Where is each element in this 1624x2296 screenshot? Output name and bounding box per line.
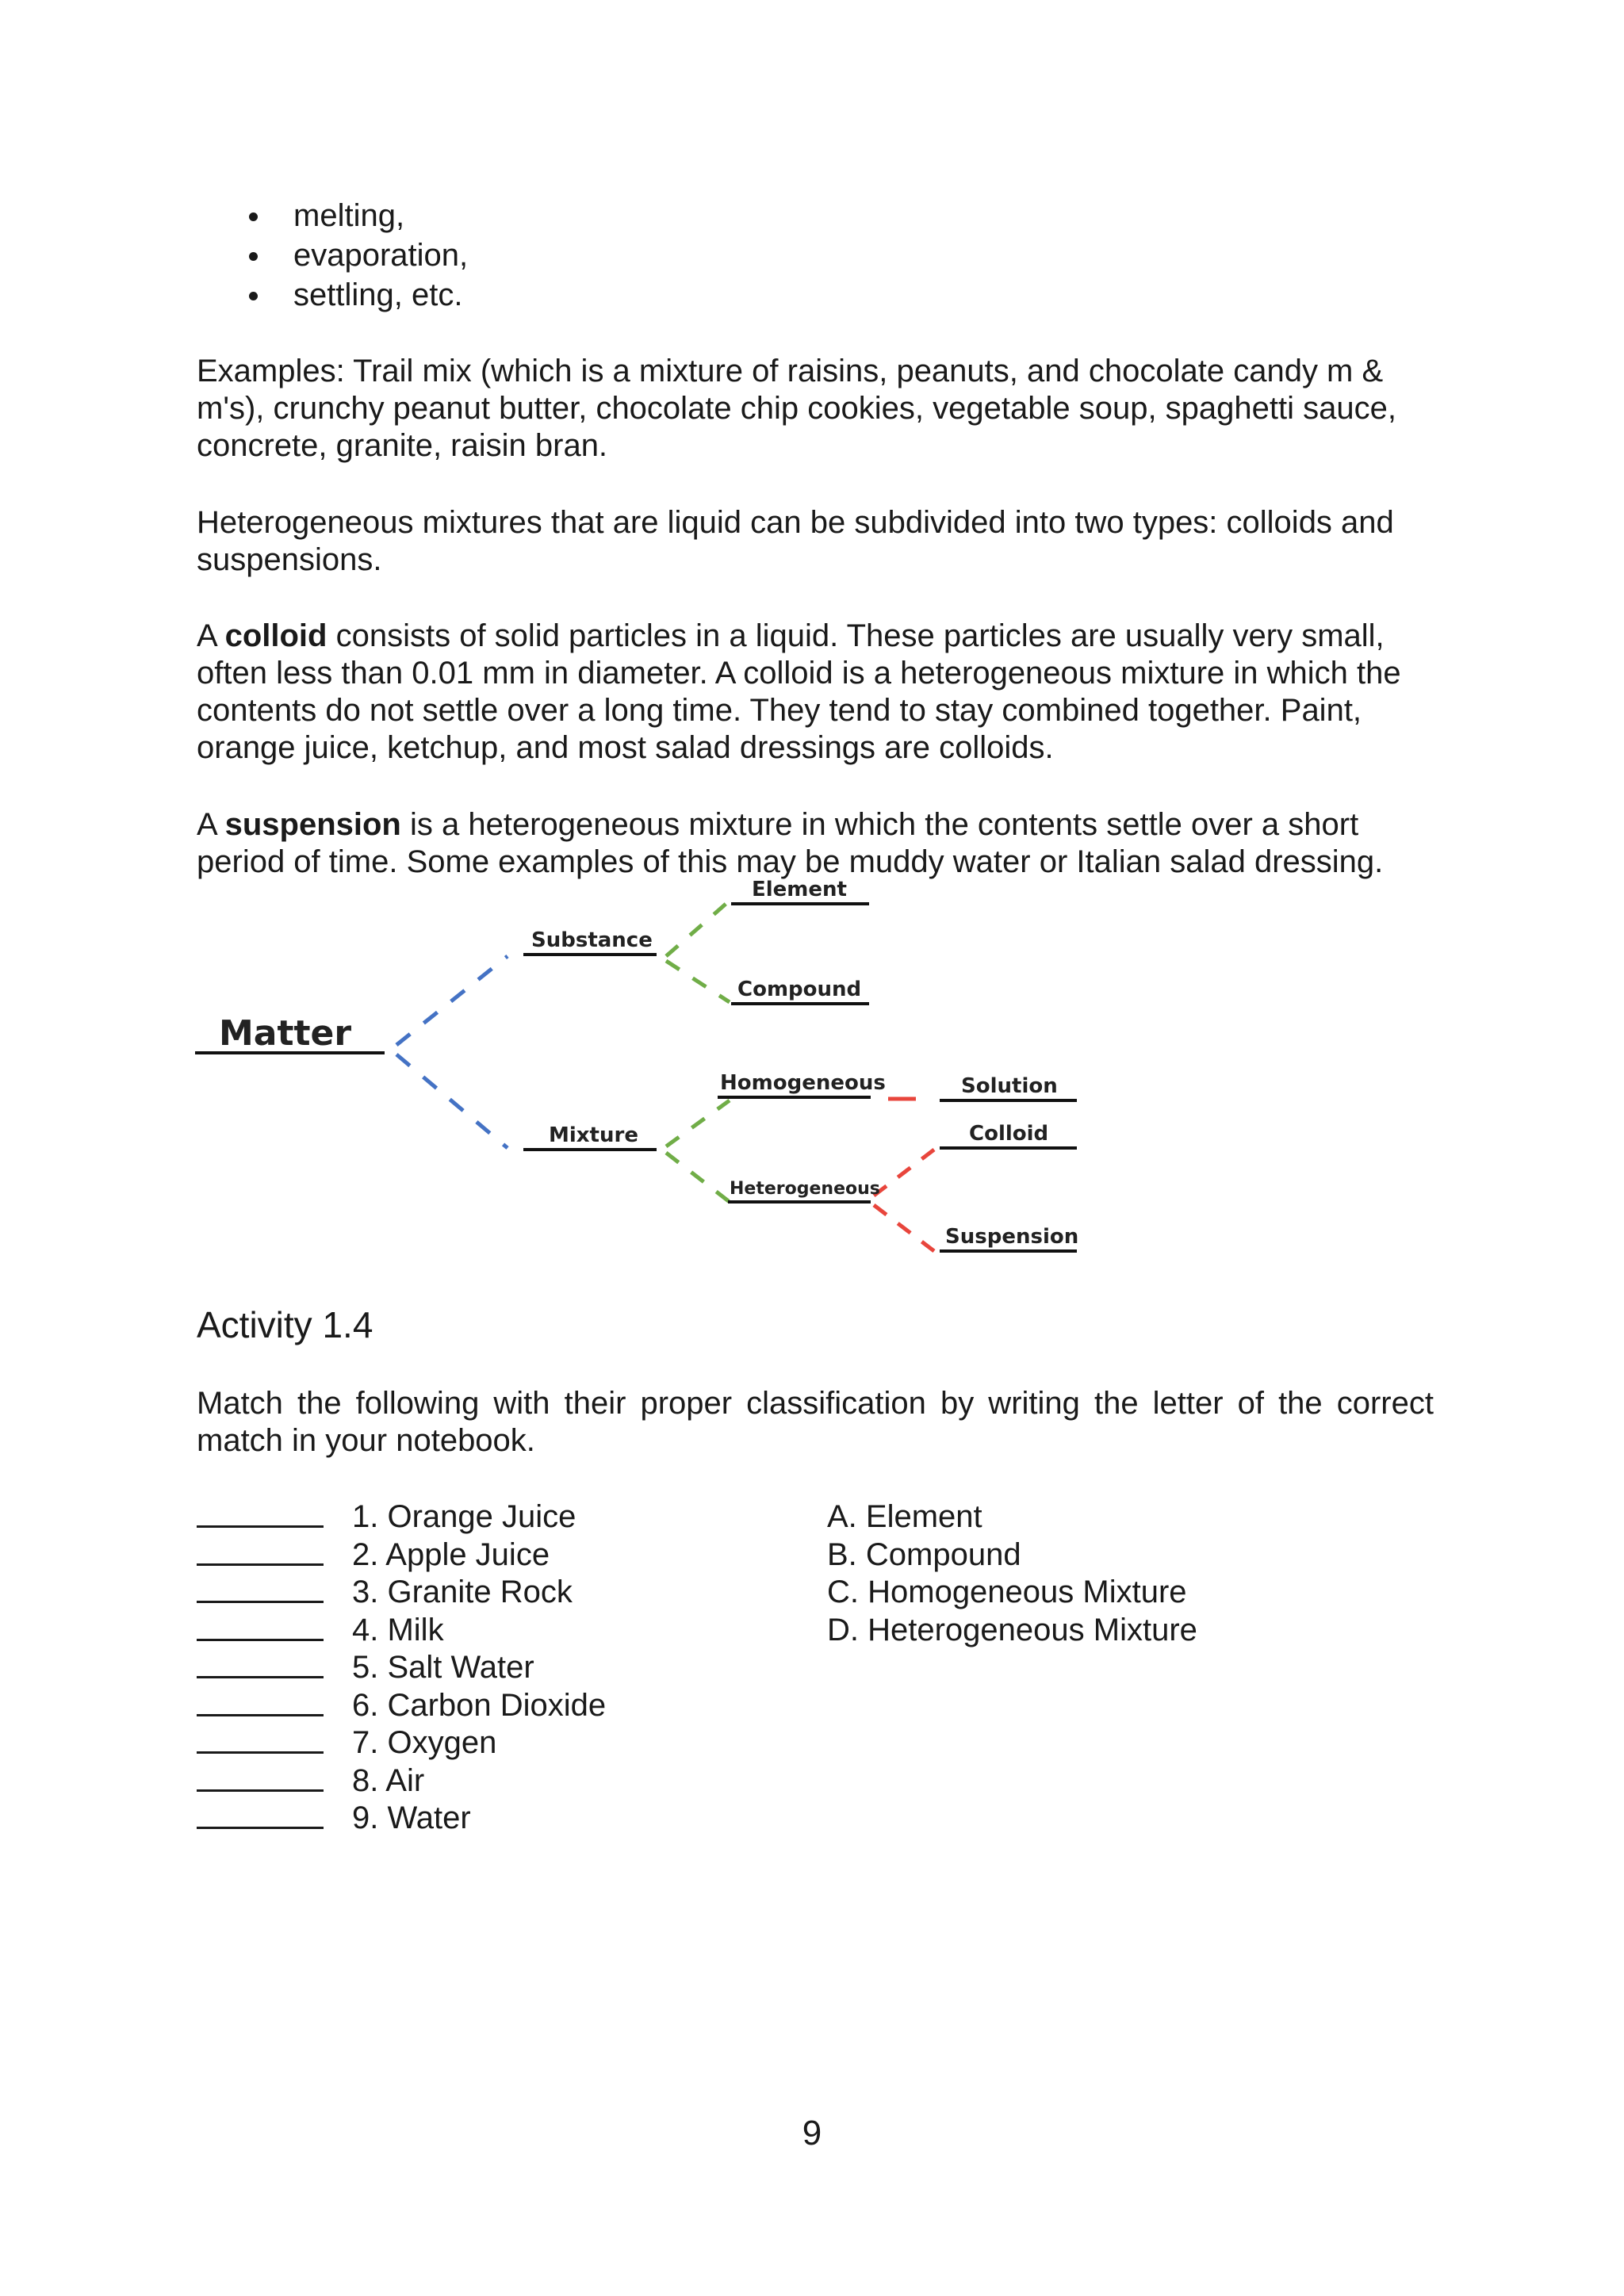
- compound-label: Compound: [737, 978, 862, 1001]
- item-label: 8. Air: [352, 1762, 425, 1798]
- suspension-lead: A: [197, 807, 225, 842]
- item-label: 3. Granite Rock: [352, 1575, 573, 1609]
- answer-blank[interactable]: [197, 1789, 324, 1792]
- matter-mixture-connector: [396, 1054, 508, 1148]
- item-label: 6. Carbon Dioxide: [352, 1687, 607, 1723]
- colloid-paragraph: [197, 618, 1434, 767]
- list-item: [195, 275, 468, 315]
- list-item-text: evaporation,: [293, 238, 469, 273]
- list-item: [197, 1612, 831, 1650]
- matter-classification-diagram: [190, 878, 1126, 1259]
- list-item-text: settling, etc.: [293, 277, 463, 312]
- solution-label: Solution: [961, 1074, 1058, 1098]
- list-item: [197, 1762, 831, 1800]
- mixture-heterogeneous-connector: [666, 1153, 730, 1202]
- suspension-term: suspension: [224, 807, 401, 842]
- element-label: Element: [752, 878, 847, 901]
- matching-items-list: [197, 1498, 831, 1838]
- heterogeneous-suspension-connector: [874, 1205, 934, 1251]
- bullet-icon: [249, 252, 258, 261]
- item-label: 9. Water: [352, 1800, 471, 1835]
- option-compound: B. Compound: [827, 1536, 1021, 1572]
- list-item: [197, 1687, 831, 1725]
- answer-blank[interactable]: [197, 1525, 324, 1528]
- item-label: 5. Salt Water: [352, 1650, 534, 1685]
- process-list: [195, 196, 468, 315]
- classification-options: [827, 1498, 1197, 1649]
- substance-compound-connector: [666, 961, 730, 1002]
- page-number: 9: [802, 2114, 822, 2152]
- list-item: [195, 235, 468, 275]
- answer-blank[interactable]: [197, 1563, 324, 1566]
- heterogeneous-label: Heterogeneous: [730, 1179, 880, 1199]
- list-item: [197, 1724, 831, 1762]
- answer-blank[interactable]: [197, 1827, 324, 1829]
- heterogeneous-colloid-connector: [874, 1150, 934, 1196]
- answer-blank[interactable]: [197, 1676, 324, 1678]
- suspension-paragraph: [197, 806, 1434, 881]
- colloid-term: colloid: [224, 618, 327, 653]
- answer-blank[interactable]: [197, 1714, 324, 1716]
- colloid-label: Colloid: [969, 1122, 1049, 1146]
- option-heterogeneous-mixture: D. Heterogeneous Mixture: [827, 1612, 1197, 1647]
- bullet-icon: [249, 292, 258, 300]
- list-item-text: melting,: [293, 198, 405, 233]
- item-label: 7. Oxygen: [352, 1725, 497, 1760]
- answer-blank[interactable]: [197, 1751, 324, 1754]
- item-label: 1. Orange Juice: [352, 1499, 576, 1534]
- list-item: [197, 1574, 831, 1612]
- item-label: 2. Apple Juice: [352, 1536, 550, 1572]
- list-item: [197, 1498, 831, 1536]
- list-item: [195, 196, 468, 235]
- answer-blank[interactable]: [197, 1639, 324, 1641]
- list-item: [197, 1536, 831, 1575]
- heterogeneous-intro-paragraph: Heterogeneous mixtures that are liquid can be subdivided into two types: colloids and suspensions.: [197, 505, 1394, 577]
- substance-label: Substance: [531, 928, 653, 952]
- bullet-icon: [249, 212, 258, 221]
- mixture-homogeneous-connector: [666, 1100, 730, 1146]
- homogeneous-label: Homogeneous: [720, 1071, 886, 1095]
- list-item: [197, 1649, 831, 1687]
- matter-substance-connector: [396, 956, 508, 1045]
- activity-instructions: Match the following with their proper classification by writing the letter of the correct match in your notebook.: [197, 1386, 1434, 1458]
- activity-title: Activity 1.4: [197, 1304, 373, 1345]
- suspension-label: Suspension: [945, 1225, 1079, 1249]
- matter-label: Matter: [219, 1013, 352, 1054]
- answer-blank[interactable]: [197, 1601, 324, 1603]
- substance-element-connector: [666, 901, 730, 956]
- colloid-lead: A: [197, 618, 225, 653]
- item-label: 4. Milk: [352, 1612, 444, 1647]
- examples-paragraph: Examples: Trail mix (which is a mixture of raisins, peanuts, and chocolate candy m & m's), crunchy peanut butter, chocolate chip cookies, vegetable soup, spaghetti sauce, concrete, granite, raisin bran.: [197, 354, 1396, 463]
- suspension-definition: is a heterogeneous mixture in which the contents settle over a short period of time. Some examples of this may be muddy water or Italian salad dressing.: [197, 807, 1384, 879]
- colloid-definition: consists of solid particles in a liquid. These particles are usually very small, often less than 0.01 mm in diameter. A colloid is a heterogeneous mixture in which the contents do not settle over a long time. They tend to stay combined together. Paint, orange juice, ketchup, and most salad dressings are colloids.: [197, 618, 1401, 765]
- option-homogeneous-mixture: C. Homogeneous Mixture: [827, 1575, 1187, 1609]
- list-item: [197, 1800, 831, 1838]
- option-element: A. Element: [827, 1499, 982, 1534]
- mixture-label: Mixture: [549, 1123, 638, 1147]
